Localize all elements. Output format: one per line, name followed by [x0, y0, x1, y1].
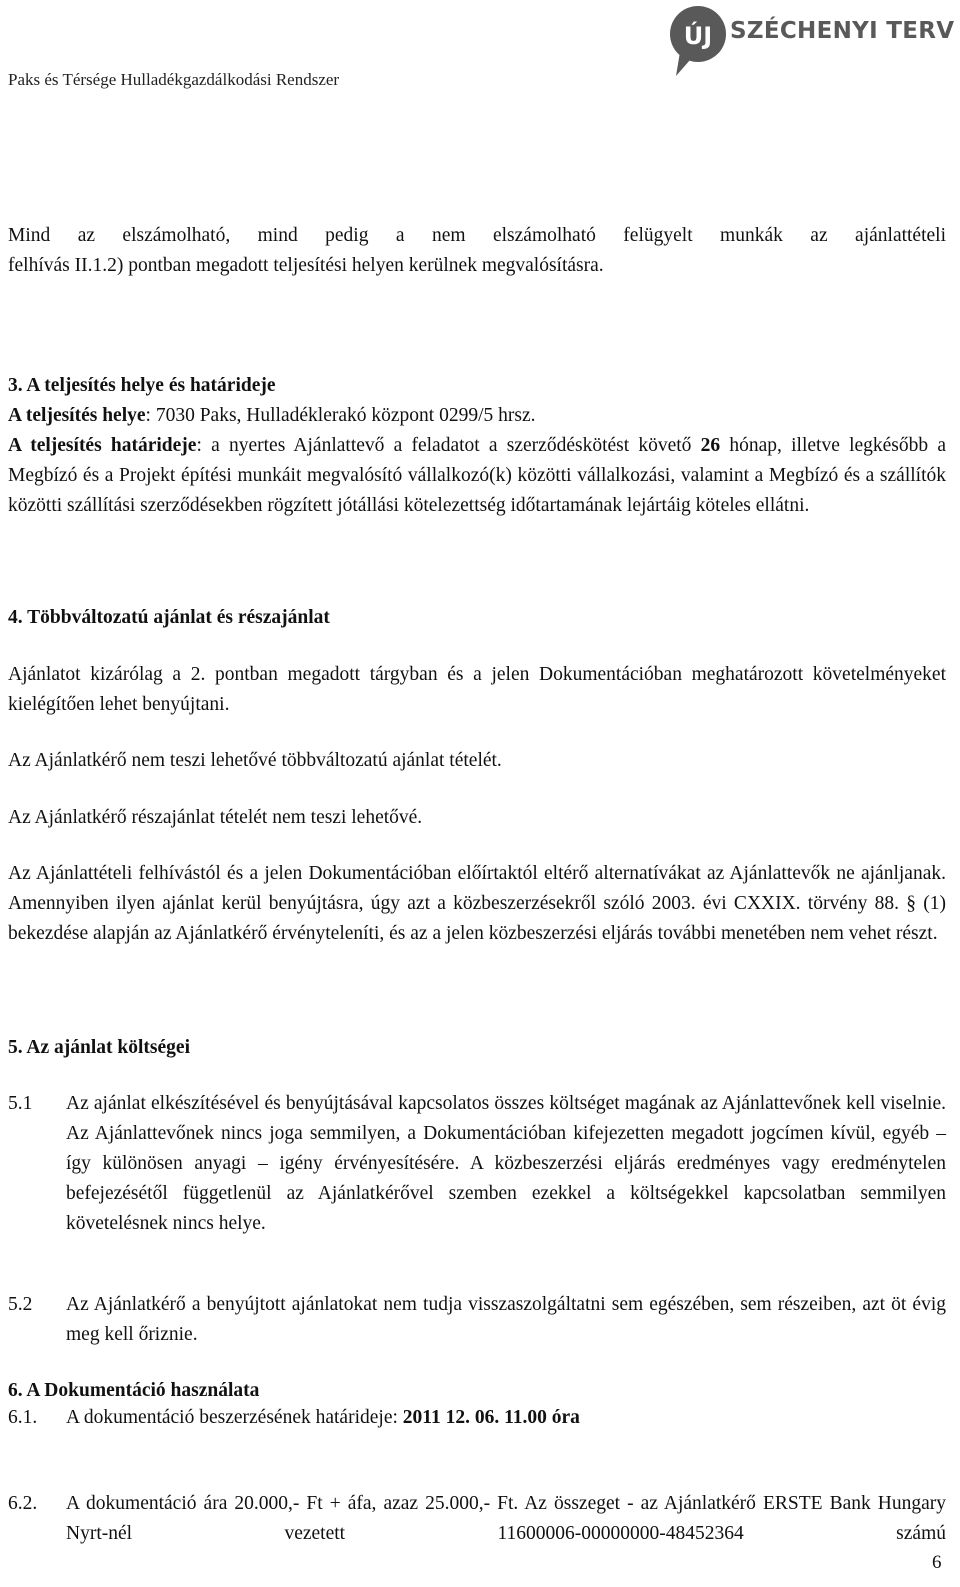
- szechenyi-terv-logo: [668, 2, 958, 82]
- logo-letters: ÚJ: [683, 22, 713, 50]
- s3-deadline-num: 26: [700, 435, 721, 456]
- s6-item-1-number: 6.1.: [8, 1407, 38, 1428]
- section-4-heading: 4. Többváltozatú ajánlat és részajánlat: [8, 607, 330, 628]
- s5-item-1-number: 5.1: [8, 1093, 33, 1114]
- intro-line-2: felhívás II.1.2) pontban megadott teljesítési helyen kerülnek megvalósításra.: [8, 255, 604, 276]
- s5-item-2-number: 5.2: [8, 1294, 33, 1315]
- s6-item-1-text: [66, 1403, 946, 1433]
- s4-paragraph-3: Az Ajánlatkérő részajánlat tételét nem teszi lehetővé.: [8, 807, 423, 828]
- s5-item-1-text: Az ajánlat elkészítésével és benyújtásával kapcsolatos összes költséget magának az Ajánlattevőnek kell viselnie. Az Ajánlattevőnek nincs joga semmilyen, a Dokumentációban kifejezetten megadott jogcímen kívül, egyéb – így különösen anyagi – igény érvényesítésére. A közbeszerzési eljárás eredményes vagy eredménytelen befejezésétől függetlenül az Ajánlatkérővel szemben ezekkel a költségekkel kapcsolatban semmilyen követelésnek nincs helye.: [66, 1093, 946, 1234]
- s5-item-2-text: Az Ajánlatkérő a benyújtott ajánlatokat nem tudja visszaszolgáltatni sem egészében, sem részeiben, azt öt évig meg kell őriznie.: [66, 1294, 946, 1345]
- s3-deadline-label: A teljesítés határideje: [8, 435, 197, 456]
- section-3-heading: 3. A teljesítés helye és határideje: [8, 375, 276, 396]
- s4-paragraph-4: Az Ajánlattételi felhívástól és a jelen Dokumentációban előírtaktól eltérő alternatívákat az Ajánlattevők ne ajánljanak. Amennyiben ilyen ajánlat kerül benyújtásra, úgy azt a közbeszerzésekről szóló 2003. évi CXXIX. törvény 88. § (1) bekezdése alapján az Ajánlatkérő érvényteleníti, és az a jelen közbeszerzési eljárás további menetében nem vehet részt.: [8, 863, 946, 944]
- s3-place-value: : 7030 Paks, Hulladéklerakó központ 0299/5 hrsz.: [145, 405, 536, 426]
- section-6-heading: 6. A Dokumentáció használata: [8, 1380, 260, 1401]
- s6-item-2-number: 6.2.: [8, 1493, 38, 1514]
- s3-place: [8, 401, 946, 431]
- s4-paragraph-2: Az Ajánlatkérő nem teszi lehetővé többváltozatú ajánlat tételét.: [8, 750, 502, 771]
- section-5-heading: 5. Az ajánlat költségei: [8, 1037, 190, 1058]
- s3-deadline-post: hónap, illetve legkésőbb a Megbízó és a Projekt építési munkáit megvalósító vállalkozó(k) közötti vállalkozási, valamint a Megbízó és a szállítók közötti szállítási szerződésekben rögzített jótállási kötelezettség időtartamának lejártáig köteles ellátni.: [8, 435, 947, 516]
- page-header-title: Paks és Térsége Hulladékgazdálkodási Rendszer: [8, 70, 340, 89]
- intro-line-1: Mind az elszámolható, mind pedig a nem elszámolható felügyelt munkák az ajánlattételi: [8, 225, 946, 246]
- s3-deadline: [8, 431, 946, 521]
- page-number: 6: [932, 1552, 942, 1573]
- s4-paragraph-1: Ajánlatot kizárólag a 2. pontban megadott tárgyban és a jelen Dokumentációban meghatározott követelményeket kielégítően lehet benyújtani.: [8, 664, 946, 715]
- s6-item-2-text: A dokumentáció ára 20.000,- Ft + áfa, azaz 25.000,- Ft. Az összeget - az Ajánlatkérő ERSTE Bank Hungary Nyrt-nél vezetett 11600006-00000000-48452364 számú: [66, 1493, 946, 1544]
- s6-item-1-label: A dokumentáció beszerzésének határideje:: [66, 1407, 403, 1428]
- s6-item-1-deadline: 2011 12. 06. 11.00 óra: [402, 1407, 580, 1428]
- s3-deadline-pre: : a nyertes Ajánlattevő a feladatot a szerződéskötést követő: [196, 435, 701, 456]
- s3-place-label: A teljesítés helye: [8, 405, 146, 426]
- logo-text: SZÉCHENYI TERV: [730, 18, 955, 44]
- uj-logo-icon: [668, 2, 730, 82]
